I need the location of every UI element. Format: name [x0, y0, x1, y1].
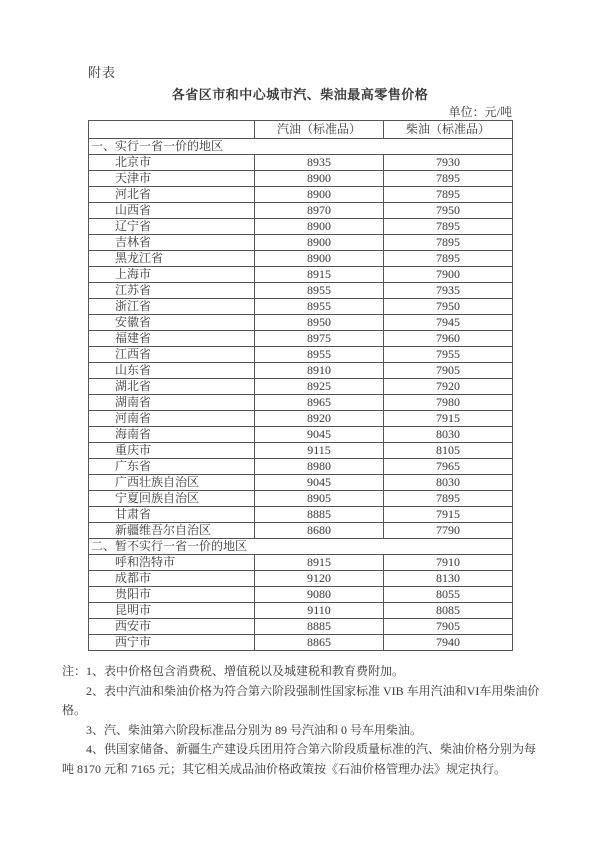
table-row [89, 475, 513, 491]
region-cell-label: 西宁市 [89, 635, 255, 651]
gasoline-price-value: 8950 [255, 315, 384, 331]
gasoline-price-value: 8975 [255, 331, 384, 347]
diesel-price-value: 7920 [384, 379, 513, 395]
table-row [89, 363, 513, 379]
table-row [89, 571, 513, 587]
diesel-price-value: 7940 [384, 635, 513, 651]
diesel-price-value: 7915 [384, 507, 513, 523]
diesel-price-value: 7895 [384, 187, 513, 203]
region-cell-label: 福建省 [89, 331, 255, 347]
footnotes [62, 662, 540, 779]
region-cell-label: 重庆市 [89, 443, 255, 459]
appendix-label: 附表 [88, 65, 117, 80]
gasoline-price-value: 9120 [255, 571, 384, 587]
diesel-price-value: 7905 [384, 363, 513, 379]
region-cell-label: 河北省 [89, 187, 255, 203]
diesel-price-value: 7955 [384, 347, 513, 363]
region-cell-label: 新疆维吾尔自治区 [89, 523, 255, 539]
table-row [89, 427, 513, 443]
region-cell-label: 昆明市 [89, 603, 255, 619]
diesel-price-value: 7895 [384, 219, 513, 235]
region-cell-label: 江西省 [89, 347, 255, 363]
table-row [89, 267, 513, 283]
price-table-body [89, 139, 513, 651]
gasoline-price-value: 8920 [255, 411, 384, 427]
table-row [89, 251, 513, 267]
diesel-price-value: 7895 [384, 491, 513, 507]
diesel-price-value: 7905 [384, 619, 513, 635]
diesel-price-value: 8105 [384, 443, 513, 459]
diesel-price-value: 7960 [384, 331, 513, 347]
region-cell-label: 湖南省 [89, 395, 255, 411]
region-cell-label: 天津市 [89, 171, 255, 187]
region-cell-label: 呼和浩特市 [89, 555, 255, 571]
gasoline-price-value: 8915 [255, 267, 384, 283]
table-row [89, 491, 513, 507]
gasoline-price-value: 8900 [255, 187, 384, 203]
diesel-price-value: 8085 [384, 603, 513, 619]
table-row [89, 203, 513, 219]
diesel-price-value: 7895 [384, 171, 513, 187]
table-header-row [89, 121, 513, 139]
column-header-diesel: 柴油（标准品） [384, 121, 513, 139]
region-cell-label: 北京市 [89, 155, 255, 171]
region-cell-label: 西安市 [89, 619, 255, 635]
gasoline-price-value: 9110 [255, 603, 384, 619]
region-cell-label: 海南省 [89, 427, 255, 443]
unit-label: 单位：元/吨 [448, 105, 512, 119]
table-row [89, 619, 513, 635]
gasoline-price-value: 9045 [255, 427, 384, 443]
gasoline-price-value: 9115 [255, 443, 384, 459]
gasoline-price-value: 8910 [255, 363, 384, 379]
region-cell-label: 浙江省 [89, 299, 255, 315]
gasoline-price-value: 8915 [255, 555, 384, 571]
table-row [89, 155, 513, 171]
section-header-label: 一、实行一省一价的地区 [89, 139, 513, 155]
gasoline-price-value: 8905 [255, 491, 384, 507]
note-2: 2、表中汽油和柴油价格为符合第六阶段强制性国家标准 VIB 车用汽油和VI车用柴油价格。 [62, 683, 540, 717]
diesel-price-value: 7950 [384, 203, 513, 219]
gasoline-price-value: 8900 [255, 235, 384, 251]
region-cell-label: 山东省 [89, 363, 255, 379]
region-cell-label: 安徽省 [89, 315, 255, 331]
diesel-price-value: 7895 [384, 251, 513, 267]
page-title: 各省区市和中心城市汽、柴油最高零售价格 [171, 87, 429, 102]
gasoline-price-value: 8885 [255, 619, 384, 635]
gasoline-price-value: 8955 [255, 299, 384, 315]
gasoline-price-value: 8955 [255, 283, 384, 299]
diesel-price-value: 8130 [384, 571, 513, 587]
diesel-price-value: 7915 [384, 411, 513, 427]
region-cell-label: 湖北省 [89, 379, 255, 395]
table-row [89, 379, 513, 395]
region-cell-label: 辽宁省 [89, 219, 255, 235]
table-row [89, 635, 513, 651]
diesel-price-value: 8030 [384, 475, 513, 491]
gasoline-price-value: 8900 [255, 171, 384, 187]
table-row [89, 171, 513, 187]
region-cell-label: 广东省 [89, 459, 255, 475]
diesel-price-value: 7790 [384, 523, 513, 539]
table-row [89, 331, 513, 347]
diesel-price-value: 8055 [384, 587, 513, 603]
table-row [89, 603, 513, 619]
gasoline-price-value: 8900 [255, 219, 384, 235]
gasoline-price-value: 8980 [255, 459, 384, 475]
region-cell-label: 吉林省 [89, 235, 255, 251]
gasoline-price-value: 8865 [255, 635, 384, 651]
table-row [89, 187, 513, 203]
table-row [89, 459, 513, 475]
table-row [89, 283, 513, 299]
region-cell-label: 广西壮族自治区 [89, 475, 255, 491]
column-header-region [89, 121, 255, 139]
section-header-row [89, 539, 513, 555]
column-header-gasoline: 汽油（标准品） [255, 121, 384, 139]
note-4: 4、供国家储备、新疆生产建设兵团用符合第六阶段质量标准的汽、柴油价格分别为每吨 8170 元和 7165 元；其它相关成品油价格政策按《石油价格管理办法》规定执行。 [62, 742, 537, 776]
table-row [89, 587, 513, 603]
gasoline-price-value: 9045 [255, 475, 384, 491]
section-header-label: 二、暂不实行一省一价的地区 [89, 539, 513, 555]
diesel-price-value: 7935 [384, 283, 513, 299]
table-row [89, 395, 513, 411]
region-cell-label: 黑龙江省 [89, 251, 255, 267]
gasoline-price-value: 8935 [255, 155, 384, 171]
diesel-price-value: 8030 [384, 427, 513, 443]
diesel-price-value: 7910 [384, 555, 513, 571]
region-cell-label: 江苏省 [89, 283, 255, 299]
diesel-price-value: 7950 [384, 299, 513, 315]
region-cell-label: 河南省 [89, 411, 255, 427]
region-cell-label: 贵阳市 [89, 587, 255, 603]
table-row [89, 443, 513, 459]
region-cell-label: 上海市 [89, 267, 255, 283]
note-1: 注：1、表中价格包含消费税、增值税以及城建税和教育费附加。 [62, 664, 405, 678]
table-row [89, 315, 513, 331]
gasoline-price-value: 9080 [255, 587, 384, 603]
gasoline-price-value: 8965 [255, 395, 384, 411]
gasoline-price-value: 8900 [255, 251, 384, 267]
region-cell-label: 宁夏回族自治区 [89, 491, 255, 507]
region-cell-label: 成都市 [89, 571, 255, 587]
table-row [89, 523, 513, 539]
note-3: 3、汽、柴油第六阶段标准品分别为 89 号汽油和 0 号车用柴油。 [86, 722, 423, 737]
table-row [89, 411, 513, 427]
diesel-price-value: 7945 [384, 315, 513, 331]
table-row [89, 219, 513, 235]
price-table [88, 120, 513, 651]
gasoline-price-value: 8970 [255, 203, 384, 219]
diesel-price-value: 7965 [384, 459, 513, 475]
gasoline-price-value: 8885 [255, 507, 384, 523]
gasoline-price-value: 8955 [255, 347, 384, 363]
table-row [89, 299, 513, 315]
diesel-price-value: 7930 [384, 155, 513, 171]
table-row [89, 347, 513, 363]
region-cell-label: 甘肃省 [89, 507, 255, 523]
table-row [89, 235, 513, 251]
region-cell-label: 山西省 [89, 203, 255, 219]
table-row [89, 555, 513, 571]
table-row [89, 507, 513, 523]
diesel-price-value: 7900 [384, 267, 513, 283]
diesel-price-value: 7895 [384, 235, 513, 251]
gasoline-price-value: 8925 [255, 379, 384, 395]
gasoline-price-value: 8680 [255, 523, 384, 539]
section-header-row [89, 139, 513, 155]
diesel-price-value: 7980 [384, 395, 513, 411]
